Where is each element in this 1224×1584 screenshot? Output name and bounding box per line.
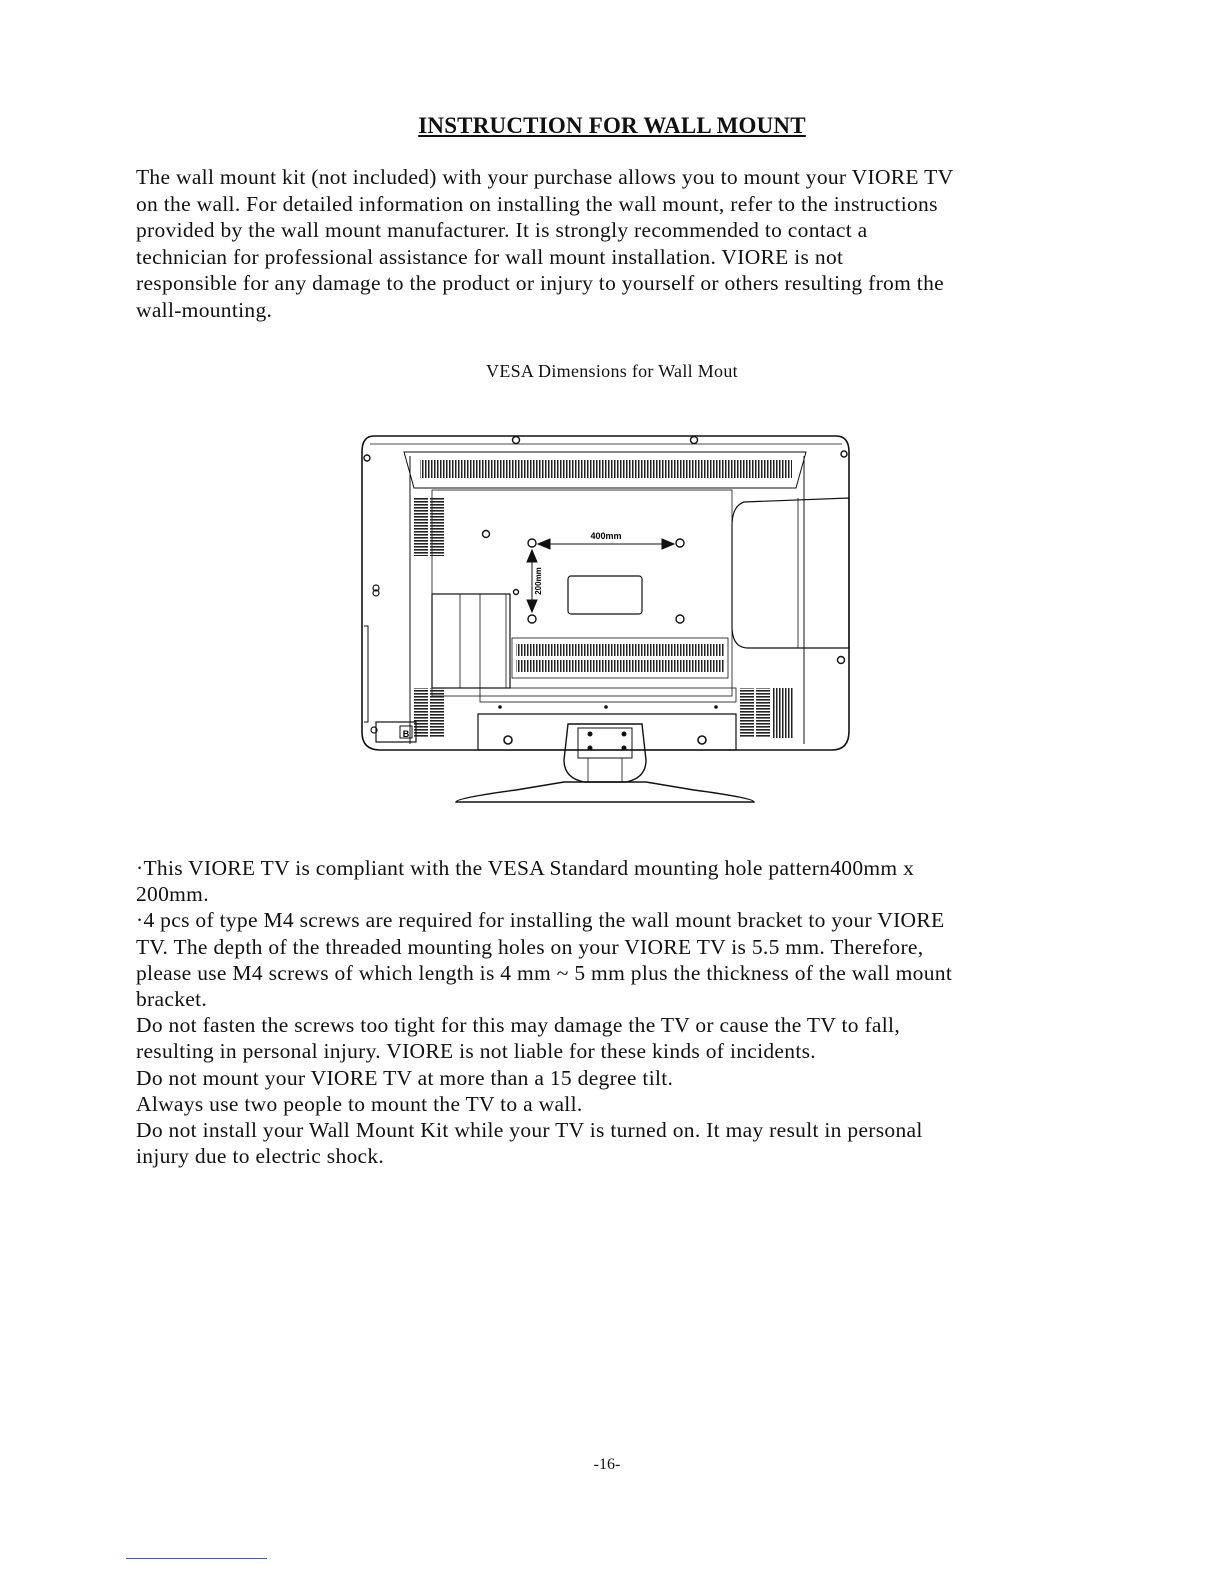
intro-line: responsible for any damage to the product or injury to yourself or others resulting from the	[136, 271, 944, 295]
intro-line: on the wall. For detailed information on installing the wall mount, refer to the instructions	[136, 191, 938, 216]
page-title: INSTRUCTION FOR WALL MOUNT	[418, 113, 806, 138]
note-line: please use M4 screws of which length is 4 mm ~ 5 mm plus the thickness of the wall mount	[136, 960, 953, 985]
note-line: ·This VIORE TV is compliant with the VESA Standard mounting hole pattern400mm x	[136, 856, 915, 880]
intro-line: wall-mounting.	[136, 297, 273, 322]
tv-rear-diagram	[356, 426, 856, 812]
note-line: resulting in personal injury. VIORE is not liable for these kinds of incidents.	[136, 1039, 816, 1064]
note-line: Always use two people to mount the TV to a wall.	[136, 1091, 583, 1116]
dimension-label-400: 400mm	[590, 531, 622, 541]
note-line: 200mm.	[136, 882, 209, 907]
figure-caption: VESA Dimensions for Wall Mout	[486, 361, 738, 381]
note-line: bracket.	[136, 987, 208, 1012]
intro-line: provided by the wall mount manufacturer. It is strongly recommended to contact a	[136, 218, 868, 242]
note-line: Do not mount your VIORE TV at more than a 15 degree tilt.	[136, 1065, 674, 1090]
note-line: Do not install your Wall Mount Kit while your TV is turned on. It may result in personal	[136, 1118, 923, 1143]
note-line: TV. The depth of the threaded mounting holes on your VIORE TV is 5.5 mm. Therefore,	[136, 934, 924, 959]
stand-neck	[564, 724, 646, 782]
stand-base	[456, 782, 754, 802]
tv-rear-drawing	[356, 426, 856, 812]
intro-paragraph	[136, 164, 1086, 323]
notes-paragraph	[136, 855, 1096, 1169]
right-side-panel	[732, 498, 849, 648]
intro-line: The wall mount kit (not included) with your purchase allows you to mount your VIORE TV	[136, 165, 954, 189]
footnote-divider	[126, 1558, 267, 1559]
note-line: ·4 pcs of type M4 screws are required for installing the wall mount bracket to your VIORE	[136, 908, 945, 933]
stand-label: B	[402, 729, 410, 739]
note-line: Do not fasten the screws too tight for this may damage the TV or cause the TV to fall,	[136, 1013, 901, 1038]
page-number: -16-	[593, 1456, 621, 1473]
dimension-label-200: 200mm	[534, 567, 543, 595]
intro-line: technician for professional assistance for wall mount installation. VIORE is not	[136, 244, 844, 269]
note-line: injury due to electric shock.	[136, 1144, 385, 1169]
top-screws	[364, 437, 847, 462]
